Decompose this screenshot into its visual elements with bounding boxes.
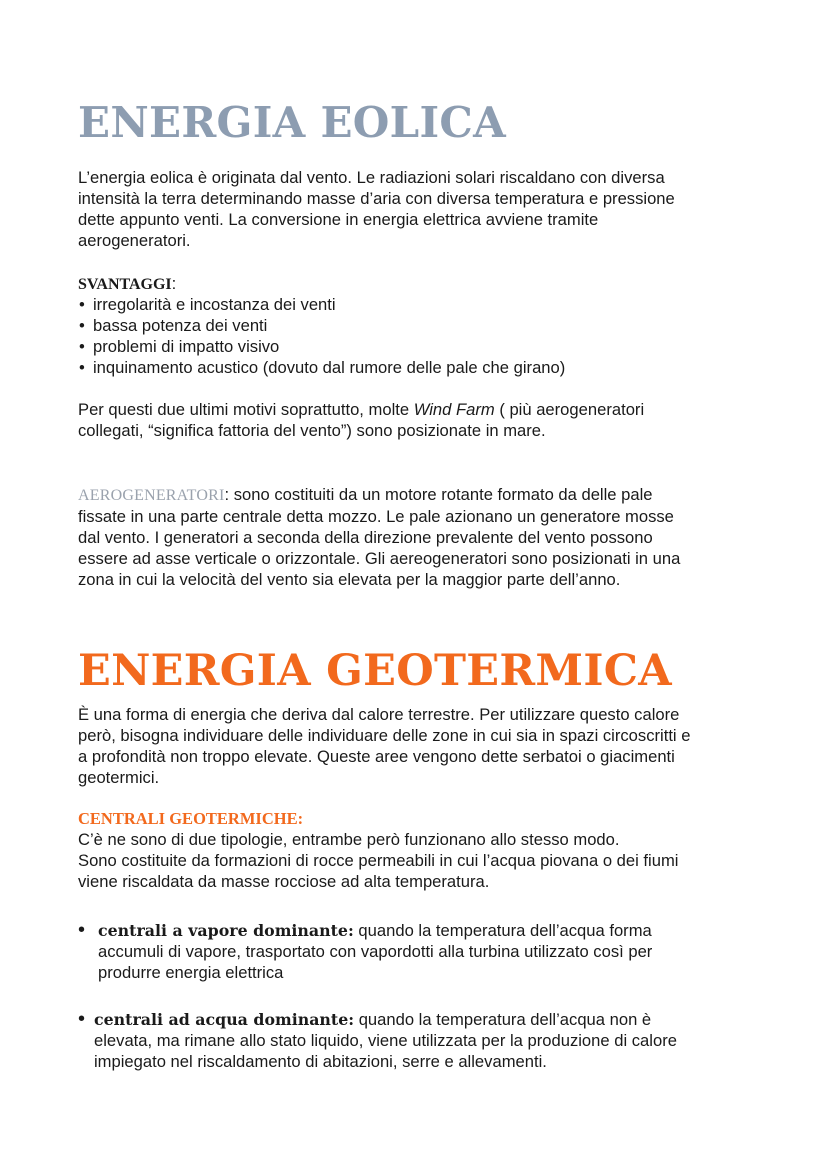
windfarm-text-after: ( più aerogeneratori bbox=[494, 400, 645, 419]
text-line: fissate in una parte centrale detta mozzo. Le pale azionano un generatore mosse bbox=[78, 507, 674, 526]
bullet-term: centrali a vapore dominante: bbox=[98, 921, 354, 940]
bullet-acqua-dominante bbox=[78, 1009, 677, 1072]
text-line: impiegato nel riscaldamento di abitazioni, serre e allevamenti. bbox=[94, 1052, 547, 1071]
windfarm-text-before: Per questi due ultimi motivi soprattutto, molte bbox=[78, 400, 414, 419]
centrali-section bbox=[78, 808, 678, 892]
text-line bbox=[98, 920, 652, 941]
windfarm-italic: Wind Farm bbox=[413, 400, 495, 419]
list-item: • bassa potenza dei venti bbox=[78, 315, 565, 336]
text-line: zona in cui la velocità del vento sia elevata per la maggior parte dell’anno. bbox=[78, 570, 621, 589]
text-line: aerogeneratori. bbox=[78, 231, 191, 250]
text-line: produrre energia elettrica bbox=[98, 963, 284, 982]
list-item: • problemi di impatto visivo bbox=[78, 336, 565, 357]
list-item: • irregolarità e incostanza dei venti bbox=[78, 294, 565, 315]
bullet-dot: • bbox=[78, 919, 86, 941]
bullet-text: quando la temperatura dell’acqua non è bbox=[354, 1010, 652, 1029]
windfarm-paragraph bbox=[78, 399, 644, 441]
geotermica-intro-paragraph bbox=[78, 704, 690, 788]
aerogeneratori-label: AEROGENERATORI bbox=[78, 487, 225, 504]
bullet-content bbox=[78, 920, 652, 983]
text-line: però, bisogna individuare delle individuare delle zone in cui sia in spazi circoscritti e bbox=[78, 726, 691, 745]
text-line bbox=[78, 399, 644, 420]
svantaggi-colon: : bbox=[171, 274, 177, 293]
bullet-vapore-dominante bbox=[78, 920, 652, 983]
bullet-content bbox=[78, 1009, 677, 1072]
bullet-dot: • bbox=[78, 1008, 86, 1030]
svantaggi-label: SVANTAGGI bbox=[78, 276, 172, 293]
text-line bbox=[94, 1009, 677, 1030]
bullet-term: centrali ad acqua dominante: bbox=[94, 1010, 355, 1029]
aerogeneratori-paragraph bbox=[78, 484, 680, 590]
text-line: collegati, “significa fattoria del vento”) sono posizionate in mare. bbox=[78, 421, 546, 440]
text-line: Sono costituite da formazioni di rocce permeabili in cui l’acqua piovana o dei fiumi bbox=[78, 851, 679, 870]
text-line: C’è ne sono di due tipologie, entrambe però funzionano allo stesso modo. bbox=[78, 830, 620, 849]
centrali-geotermiche-heading: CENTRALI GEOTERMICHE: bbox=[78, 809, 304, 828]
eolica-intro-paragraph bbox=[78, 167, 675, 251]
bullet-text: quando la temperatura dell’acqua forma bbox=[353, 921, 652, 940]
text-line: intensità la terra determinando masse d’aria con diversa temperatura e pressione bbox=[78, 189, 675, 208]
list-item: • inquinamento acustico (dovuto dal rumore delle pale che girano) bbox=[78, 357, 565, 378]
text-line: a profondità non troppo elevate. Queste aree vengono dette serbatoi o giacimenti bbox=[78, 747, 675, 766]
text-line: viene riscaldata da masse rocciose ad alta temperatura. bbox=[78, 872, 490, 891]
text-line: dal vento. I generatori a seconda della direzione prevalente del vento possono bbox=[78, 528, 653, 547]
svantaggi-heading bbox=[78, 273, 176, 295]
text-line: geotermici. bbox=[78, 768, 160, 787]
text-line: È una forma di energia che deriva dal calore terrestre. Per utilizzare questo calore bbox=[78, 705, 680, 724]
aerogeneratori-text: : sono costituiti da un motore rotante formato da delle pale bbox=[224, 485, 653, 504]
text-line: essere ad asse verticale o orizzontale. Gli aereogeneratori sono posizionati in una bbox=[78, 549, 681, 568]
svantaggi-list bbox=[78, 294, 565, 378]
text-line: accumuli di vapore, trasportato con vapordotti alla turbina utilizzato così per bbox=[98, 942, 653, 961]
title-energia-geotermica: ENERGIA GEOTERMICA bbox=[78, 646, 672, 696]
text-line: elevata, ma rimane allo stato liquido, viene utilizzata per la produzione di calore bbox=[94, 1031, 677, 1050]
text-line: L’energia eolica è originata dal vento. Le radiazioni solari riscaldano con diversa bbox=[78, 168, 665, 187]
text-line bbox=[78, 484, 680, 506]
title-energia-eolica: ENERGIA EOLICA bbox=[78, 98, 507, 147]
text-line: dette appunto venti. La conversione in energia elettrica avviene tramite bbox=[78, 210, 599, 229]
